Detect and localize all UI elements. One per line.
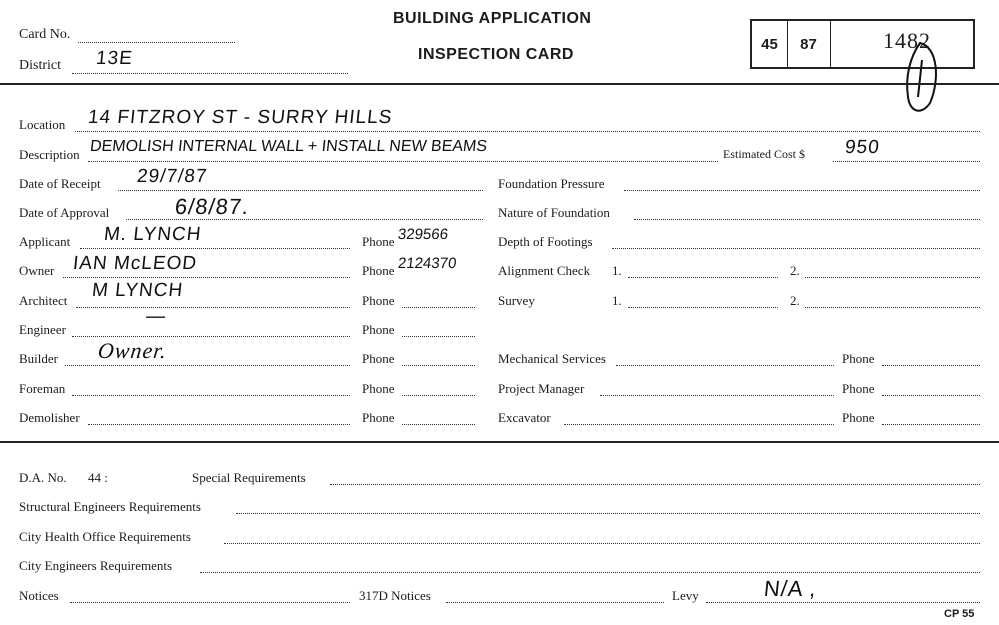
health-requirements-label: City Health Office Requirements (19, 529, 191, 544)
survey-line2 (805, 307, 980, 308)
depth-footings-label: Depth of Footings (498, 234, 593, 249)
title-line2: INSPECTION CARD (418, 46, 574, 63)
card-no-line (78, 42, 235, 43)
health-requirements-line (224, 543, 980, 544)
notices-317d-label: 317D Notices (359, 588, 431, 603)
date-approval-line (126, 219, 483, 220)
handwritten-circle-mark (890, 35, 950, 125)
alignment-check-num2: 2. (790, 263, 800, 278)
title-line1: BUILDING APPLICATION (393, 10, 592, 27)
city-engineers-label: City Engineers Requirements (19, 558, 173, 573)
location-line (75, 131, 980, 132)
date-receipt-value: 29/7/87 (135, 166, 209, 187)
description-line (88, 161, 718, 162)
owner-phone-label: Phone (362, 263, 395, 278)
form-code: CP 55 (944, 608, 975, 620)
estimated-cost-value: 950 (843, 137, 881, 158)
engineer-phone-line (402, 336, 475, 337)
special-requirements-line (330, 484, 980, 485)
excavator-line (564, 424, 834, 425)
estimated-cost-line (833, 161, 980, 162)
special-requirements-label: Special Requirements (192, 470, 306, 485)
levy-label: Levy (672, 588, 699, 603)
header-divider (0, 83, 999, 85)
mechanical-label: Mechanical Services (498, 351, 606, 366)
architect-label: Architect (19, 293, 68, 308)
architect-line (76, 307, 350, 308)
mechanical-phone-label: Phone (842, 351, 875, 366)
builder-value: Owner. (96, 338, 169, 363)
project-manager-phone-line (882, 395, 980, 396)
nature-foundation-label: Nature of Foundation (498, 205, 610, 220)
demolisher-phone-line (402, 424, 475, 425)
builder-line (65, 365, 350, 366)
box-number-1: 45 (761, 36, 778, 53)
engineer-label: Engineer (19, 322, 66, 337)
engineer-value: — (144, 306, 168, 327)
architect-value: M LYNCH (90, 280, 185, 301)
description-label: Description (19, 147, 80, 162)
date-receipt-label: Date of Receipt (19, 176, 101, 191)
project-manager-label: Project Manager (498, 381, 585, 396)
owner-label: Owner (19, 263, 55, 278)
notices-317d-line (446, 602, 664, 603)
applicant-phone-label: Phone (362, 234, 395, 249)
survey-line1 (628, 307, 778, 308)
demolisher-line (88, 424, 350, 425)
notices-line (70, 602, 350, 603)
mechanical-line (616, 365, 834, 366)
alignment-check-label: Alignment Check (498, 263, 591, 278)
demolisher-phone-label: Phone (362, 410, 395, 425)
engineer-phone-label: Phone (362, 322, 395, 337)
engineer-line (72, 336, 350, 337)
box-number-2: 87 (800, 36, 817, 53)
foreman-label: Foreman (19, 381, 66, 396)
excavator-label: Excavator (498, 410, 551, 425)
foundation-pressure-label: Foundation Pressure (498, 176, 605, 191)
foreman-phone-label: Phone (362, 381, 395, 396)
depth-footings-line (612, 248, 980, 249)
demolisher-label: Demolisher (19, 410, 80, 425)
survey-num1: 1. (612, 293, 622, 308)
foreman-line (72, 395, 350, 396)
estimated-cost-label: Estimated Cost $ (723, 147, 805, 161)
city-engineers-line (200, 572, 980, 573)
structural-requirements-line (236, 513, 980, 514)
levy-line (706, 602, 980, 603)
owner-phone-value: 2124370 (397, 255, 458, 272)
date-approval-value: 6/8/87. (173, 194, 251, 219)
applicant-line (80, 248, 350, 249)
district-label: District (19, 58, 61, 73)
alignment-check-line2 (805, 277, 980, 278)
foundation-pressure-line (624, 190, 980, 191)
applicant-phone-value: 329566 (397, 226, 449, 243)
date-receipt-line (118, 190, 483, 191)
section-divider (0, 441, 999, 443)
survey-label: Survey (498, 293, 535, 308)
location-label: Location (19, 117, 66, 132)
builder-phone-line (402, 365, 475, 366)
mechanical-phone-line (882, 365, 980, 366)
notices-label: Notices (19, 588, 59, 603)
architect-phone-line (402, 307, 475, 308)
card-no-label: Card No. (19, 27, 71, 42)
district-line (72, 73, 348, 74)
structural-requirements-label: Structural Engineers Requirements (19, 499, 201, 514)
levy-value: N/A , (762, 576, 819, 601)
applicant-value: M. LYNCH (102, 224, 203, 245)
project-manager-line (600, 395, 834, 396)
description-value: DEMOLISH INTERNAL WALL + INSTALL NEW BEAMS (89, 138, 488, 155)
applicant-label: Applicant (19, 234, 71, 249)
alignment-check-num1: 1. (612, 263, 622, 278)
da-no-label: D.A. No. (19, 470, 67, 485)
district-value: 13E (94, 48, 134, 69)
owner-value: IAN McLEOD (71, 253, 199, 274)
survey-num2: 2. (790, 293, 800, 308)
da-no-value: 44 : (88, 470, 108, 485)
alignment-check-line1 (628, 277, 778, 278)
owner-line (63, 277, 350, 278)
date-approval-label: Date of Approval (19, 205, 110, 220)
box-number-3: 1482 (883, 28, 931, 53)
excavator-phone-line (882, 424, 980, 425)
builder-label: Builder (19, 351, 58, 366)
builder-phone-label: Phone (362, 351, 395, 366)
location-value: 14 FITZROY ST - SURRY HILLS (86, 107, 394, 128)
excavator-phone-label: Phone (842, 410, 875, 425)
project-manager-phone-label: Phone (842, 381, 875, 396)
nature-foundation-line (634, 219, 980, 220)
architect-phone-label: Phone (362, 293, 395, 308)
foreman-phone-line (402, 395, 475, 396)
